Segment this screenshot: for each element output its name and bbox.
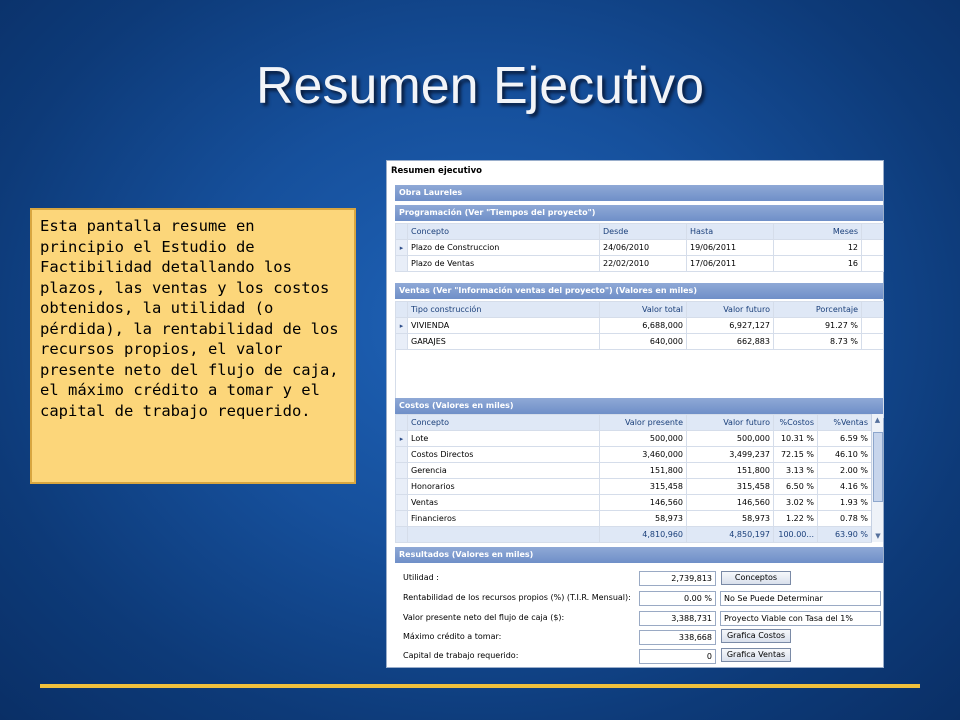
total-pct-costos: 100.00... [774, 527, 818, 543]
column-header[interactable]: %Costos [774, 415, 818, 431]
empty-cell [396, 350, 884, 402]
slide-title: Resumen Ejecutivo [256, 57, 704, 115]
cell-valor-presente[interactable]: 315,458 [600, 479, 687, 495]
cell-porcentaje[interactable]: 91.27 % [774, 318, 862, 334]
column-header[interactable]: %Ventas [818, 415, 872, 431]
row-selector-header [396, 302, 408, 318]
cell-valor-presente[interactable]: 500,000 [600, 431, 687, 447]
empty-rows-area [396, 350, 884, 402]
row-selector-total [396, 527, 408, 543]
cell-valor-futuro[interactable]: 500,000 [687, 431, 774, 447]
total-valor-presente: 4,810,960 [600, 527, 687, 543]
table-row[interactable] [396, 334, 884, 350]
row-selector-icon[interactable] [396, 334, 408, 350]
column-header[interactable]: Desde [600, 224, 687, 240]
totals-row [396, 527, 872, 543]
cell-concepto[interactable]: Financieros [408, 511, 600, 527]
row-selector-icon[interactable]: ▸ [396, 318, 408, 334]
table-row[interactable] [396, 479, 872, 495]
cell-spacer [862, 256, 884, 272]
total-pct-ventas: 63.90 % [818, 527, 872, 543]
tir-field[interactable]: 0.00 % [639, 591, 716, 606]
cell-pct-costos[interactable]: 10.31 % [774, 431, 818, 447]
cell-concepto[interactable]: Gerencia [408, 463, 600, 479]
cell-valor-presente[interactable]: 3,460,000 [600, 447, 687, 463]
cell-spacer [862, 318, 884, 334]
utilidad-field[interactable]: 2,739,813 [639, 571, 716, 586]
cell-valor-total[interactable]: 6,688,000 [600, 318, 687, 334]
column-header[interactable]: Hasta [687, 224, 774, 240]
description-note: Esta pantalla resume en principio el Estudio de Factibilidad detallando los plazos, las ventas y los costos obtenidos, la utilidad (o pérdida), la rentabilidad de los recursos propios, el valor presente neto del flujo de caja, el máximo crédito a tomar y el capital de trabajo requerido. [30, 208, 356, 484]
table-header-row [396, 415, 872, 431]
conceptos-button[interactable]: Conceptos [721, 571, 791, 585]
column-header[interactable]: Concepto [408, 224, 600, 240]
cell-desde[interactable]: 22/02/2010 [600, 256, 687, 272]
window-title: Resumen ejecutivo [391, 166, 482, 176]
cell-valor-futuro[interactable]: 3,499,237 [687, 447, 774, 463]
scroll-down-arrow-icon[interactable]: ▼ [875, 532, 881, 540]
table-row[interactable] [396, 463, 872, 479]
cell-valor-presente[interactable]: 151,800 [600, 463, 687, 479]
row-selector-icon[interactable] [396, 256, 408, 272]
scroll-up-arrow-icon[interactable]: ▲ [874, 416, 881, 424]
cell-tipo[interactable]: GARAJES [408, 334, 600, 350]
cell-pct-costos[interactable]: 1.22 % [774, 511, 818, 527]
programacion-section-header[interactable]: Programación (Ver "Tiempos del proyecto") [395, 205, 883, 221]
cell-concepto[interactable]: Plazo de Ventas [408, 256, 600, 272]
cell-valor-futuro[interactable]: 662,883 [687, 334, 774, 350]
cell-pct-costos[interactable]: 72.15 % [774, 447, 818, 463]
vpn-label: Valor presente neto del flujo de caja ($): [403, 613, 565, 622]
costos-table [395, 414, 872, 543]
table-header-row [396, 302, 884, 318]
column-header[interactable]: Valor total [600, 302, 687, 318]
vpn-field[interactable]: 3,388,731 [639, 611, 716, 626]
row-selector-icon[interactable] [396, 447, 408, 463]
cell-hasta[interactable]: 17/06/2011 [687, 256, 774, 272]
column-header-spacer [862, 302, 884, 318]
cell-pct-ventas[interactable]: 46.10 % [818, 447, 872, 463]
cell-desde[interactable]: 24/06/2010 [600, 240, 687, 256]
row-selector-icon[interactable] [396, 511, 408, 527]
row-selector-icon[interactable] [396, 479, 408, 495]
row-selector-icon[interactable] [396, 463, 408, 479]
cell-pct-ventas[interactable]: 6.59 % [818, 431, 872, 447]
table-row[interactable] [396, 240, 884, 256]
table-row[interactable] [396, 495, 872, 511]
grafica-ventas-button[interactable]: Grafica Ventas [721, 648, 791, 662]
capital-field[interactable]: 0 [639, 649, 716, 664]
cell-concepto[interactable]: Lote [408, 431, 600, 447]
table-row[interactable] [396, 318, 884, 334]
cell-tipo[interactable]: VIVIENDA [408, 318, 600, 334]
table-row[interactable] [396, 511, 872, 527]
costos-vertical-scrollbar[interactable] [871, 414, 883, 542]
ventas-section-header[interactable]: Ventas (Ver "Información ventas del proyecto") (Valores en miles) [395, 283, 883, 299]
row-selector-header [396, 224, 408, 240]
cell-pct-costos[interactable]: 3.13 % [774, 463, 818, 479]
scroll-thumb[interactable] [873, 432, 883, 502]
column-header[interactable]: Concepto [408, 415, 600, 431]
total-label-cell [408, 527, 600, 543]
vpn-note-field[interactable]: Proyecto Viable con Tasa del 1% [720, 611, 881, 626]
row-selector-icon[interactable]: ▸ [396, 240, 408, 256]
tir-label: Rentabilidad de los recursos propios (%) (T.I.R. Mensual): [403, 593, 631, 602]
table-row[interactable] [396, 447, 872, 463]
cell-valor-futuro[interactable]: 146,560 [687, 495, 774, 511]
column-header[interactable]: Meses [774, 224, 862, 240]
table-row[interactable] [396, 256, 884, 272]
cell-pct-ventas[interactable]: 2.00 % [818, 463, 872, 479]
project-name-bar: Obra Laureles [395, 185, 883, 201]
tir-note-field[interactable]: No Se Puede Determinar [720, 591, 881, 606]
cell-pct-ventas[interactable]: 4.16 % [818, 479, 872, 495]
column-header[interactable]: Valor futuro [687, 415, 774, 431]
cell-concepto[interactable]: Ventas [408, 495, 600, 511]
cell-concepto[interactable]: Costos Directos [408, 447, 600, 463]
grafica-costos-button[interactable]: Grafica Costos [721, 629, 791, 643]
cell-valor-futuro[interactable]: 151,800 [687, 463, 774, 479]
cell-concepto[interactable]: Honorarios [408, 479, 600, 495]
table-header-row [396, 224, 884, 240]
capital-label: Capital de trabajo requerido: [403, 651, 519, 660]
cell-pct-costos[interactable]: 3.02 % [774, 495, 818, 511]
cell-meses[interactable]: 16 [774, 256, 862, 272]
cell-hasta[interactable]: 19/06/2011 [687, 240, 774, 256]
cell-valor-futuro[interactable]: 6,927,127 [687, 318, 774, 334]
total-valor-futuro: 4,850,197 [687, 527, 774, 543]
row-selector-icon[interactable]: ▸ [396, 431, 408, 447]
cell-spacer [862, 240, 884, 256]
column-header-spacer [862, 224, 884, 240]
cell-valor-total[interactable]: 640,000 [600, 334, 687, 350]
programacion-table [395, 223, 884, 272]
costos-section-header[interactable]: Costos (Valores en miles) [395, 398, 883, 414]
cell-pct-ventas[interactable]: 1.93 % [818, 495, 872, 511]
row-selector-header [396, 415, 408, 431]
cell-porcentaje[interactable]: 8.73 % [774, 334, 862, 350]
credito-field[interactable]: 338,668 [639, 630, 716, 645]
cell-valor-presente[interactable]: 146,560 [600, 495, 687, 511]
table-row[interactable] [396, 431, 872, 447]
column-header[interactable]: Valor futuro [687, 302, 774, 318]
credito-label: Máximo crédito a tomar: [403, 632, 502, 641]
footer-divider [40, 684, 920, 688]
column-header[interactable]: Porcentaje [774, 302, 862, 318]
utilidad-label: Utilidad : [403, 573, 439, 582]
cell-valor-futuro[interactable]: 58,973 [687, 511, 774, 527]
cell-concepto[interactable]: Plazo de Construccion [408, 240, 600, 256]
executive-summary-window [386, 160, 884, 668]
column-header[interactable]: Tipo construcción [408, 302, 600, 318]
column-header[interactable]: Valor presente [600, 415, 687, 431]
cell-meses[interactable]: 12 [774, 240, 862, 256]
resultados-section-header[interactable]: Resultados (Valores en miles) [395, 547, 883, 563]
cell-valor-futuro[interactable]: 315,458 [687, 479, 774, 495]
cell-pct-ventas[interactable]: 0.78 % [818, 511, 872, 527]
row-selector-icon[interactable] [396, 495, 408, 511]
cell-spacer [862, 334, 884, 350]
cell-valor-presente[interactable]: 58,973 [600, 511, 687, 527]
cell-pct-costos[interactable]: 6.50 % [774, 479, 818, 495]
